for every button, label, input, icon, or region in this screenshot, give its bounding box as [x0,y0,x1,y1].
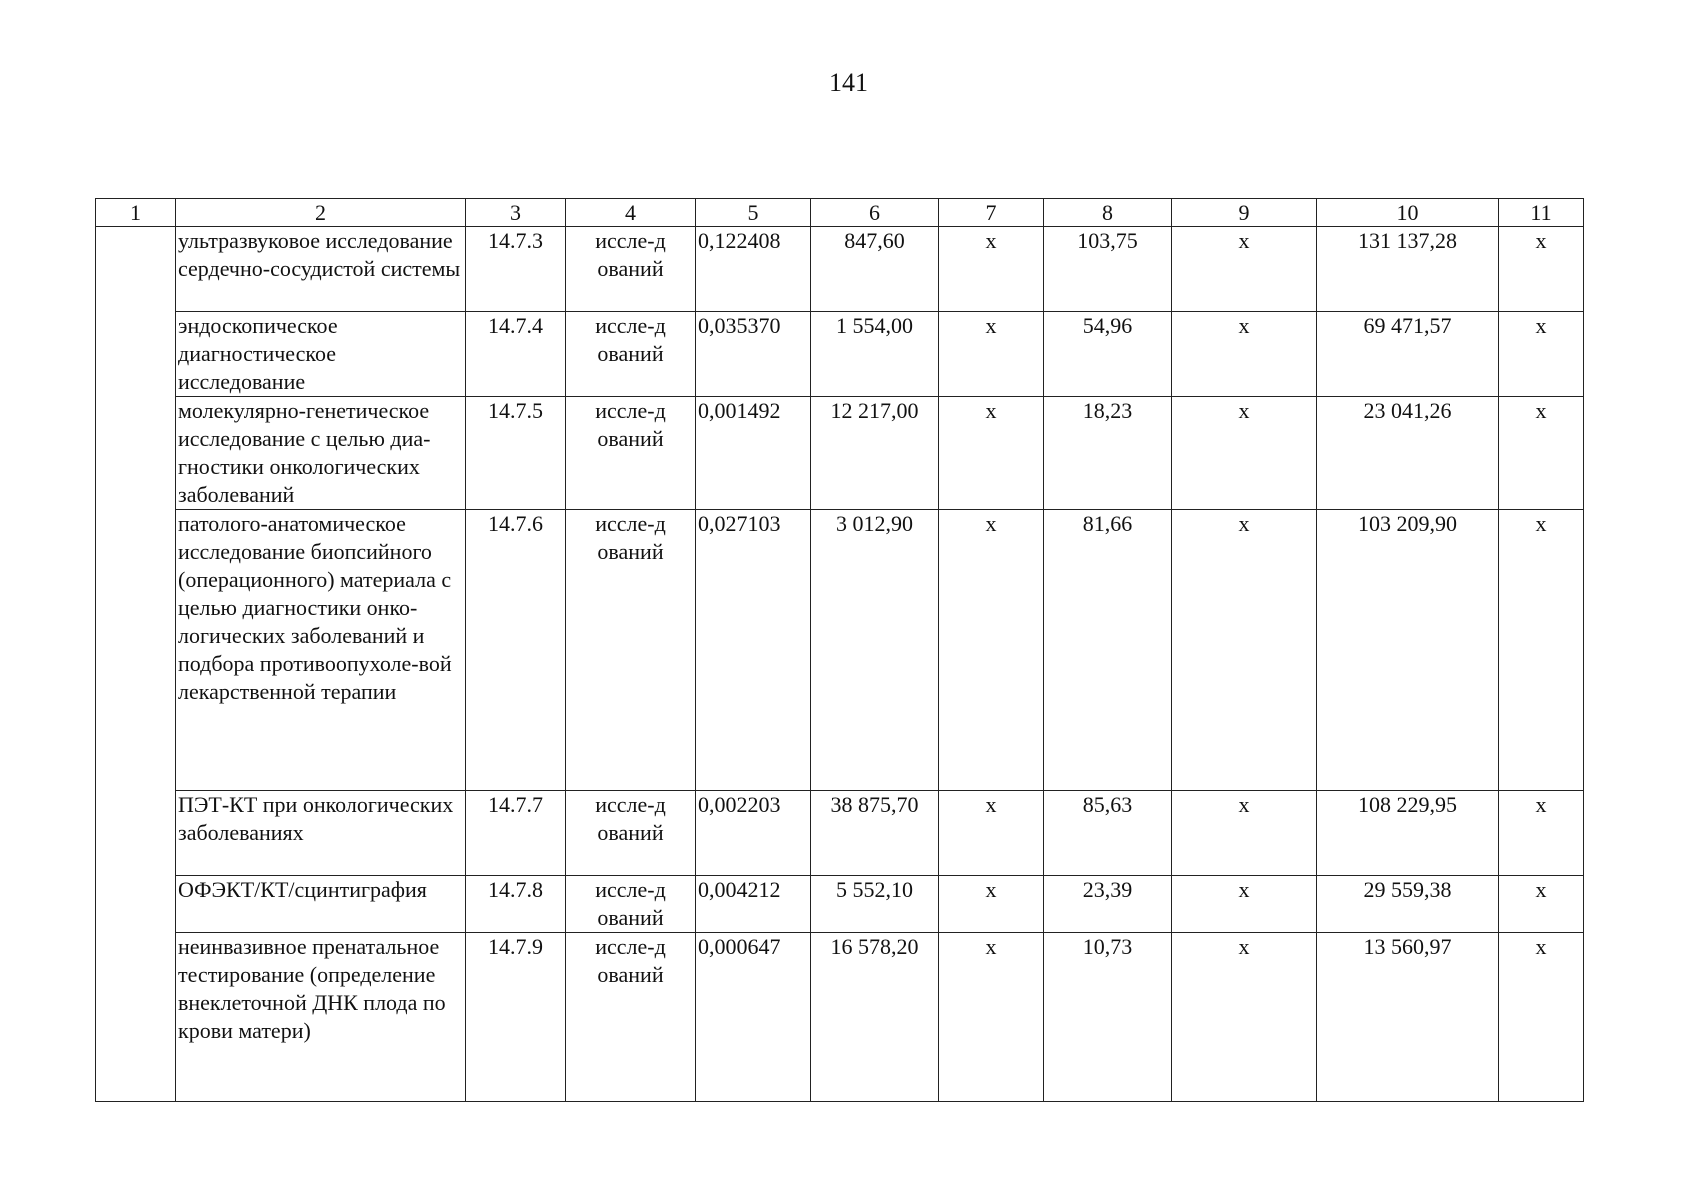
table-row [96,933,1584,1102]
service-name: ОФЭКТ/КТ/сцинтиграфия [176,876,466,933]
norm-cell: 0,035370 [696,312,811,397]
norm-cell: 0,001492 [696,397,811,510]
col8-cell: 23,39 [1044,876,1172,933]
column-header: 9 [1172,199,1317,227]
service-code: 14.7.3 [466,227,566,312]
unit-label: иссле-дований [595,313,666,366]
col11-cell: х [1499,510,1584,791]
col10-cell: 131 137,28 [1317,227,1499,312]
service-code: 14.7.7 [466,791,566,876]
unit-cell [566,791,696,876]
column-header: 4 [566,199,696,227]
unit-cell [566,227,696,312]
service-code: 14.7.8 [466,876,566,933]
cost-cell: 16 578,20 [811,933,939,1102]
cost-cell: 5 552,10 [811,876,939,933]
service-code: 14.7.9 [466,933,566,1102]
service-name: ультразвуковое исследование сердечно-сосудистой системы [176,227,466,312]
table-row [96,227,1584,312]
cost-cell: 12 217,00 [811,397,939,510]
service-code: 14.7.4 [466,312,566,397]
col11-cell: х [1499,876,1584,933]
col10-cell: 103 209,90 [1317,510,1499,791]
table-row [96,510,1584,791]
col9-cell: х [1172,791,1317,876]
column-header: 5 [696,199,811,227]
col9-cell: х [1172,876,1317,933]
col7-cell: х [939,933,1044,1102]
norm-cell: 0,000647 [696,933,811,1102]
norm-cell: 0,004212 [696,876,811,933]
data-table [95,198,1584,1102]
service-name: патолого-анатомическое исследование биопсийного (операционного) материала с целью диагностики онко-логических заболеваний и подбора противоопухоле-вой лекарственной терапии [176,510,466,791]
service-name: молекулярно-генетическое исследование с целью диа-гностики онкологических заболеваний [176,397,466,510]
unit-cell [566,876,696,933]
service-name: ПЭТ-КТ при онкологических заболеваниях [176,791,466,876]
table-row [96,397,1584,510]
col7-cell: х [939,510,1044,791]
col10-cell: 29 559,38 [1317,876,1499,933]
col11-cell: х [1499,227,1584,312]
table-row [96,876,1584,933]
col7-cell: х [939,227,1044,312]
col7-cell: х [939,791,1044,876]
unit-label: иссле-дований [595,934,666,987]
group-cell [96,227,176,1102]
unit-cell [566,510,696,791]
unit-label: иссле-дований [595,511,666,564]
cost-cell: 847,60 [811,227,939,312]
col10-cell: 23 041,26 [1317,397,1499,510]
unit-cell [566,312,696,397]
norm-cell: 0,122408 [696,227,811,312]
col7-cell: х [939,876,1044,933]
col8-cell: 10,73 [1044,933,1172,1102]
service-name: неинвазивное пренатальное тестирование (определение внеклеточной ДНК плода по крови матери) [176,933,466,1102]
service-code: 14.7.6 [466,510,566,791]
col9-cell: х [1172,397,1317,510]
unit-cell [566,933,696,1102]
column-header: 10 [1317,199,1499,227]
column-header: 1 [96,199,176,227]
cost-cell: 3 012,90 [811,510,939,791]
col11-cell: х [1499,791,1584,876]
col11-cell: х [1499,397,1584,510]
col8-cell: 81,66 [1044,510,1172,791]
col10-cell: 13 560,97 [1317,933,1499,1102]
column-header: 8 [1044,199,1172,227]
col9-cell: х [1172,227,1317,312]
page-number: 141 [829,68,868,97]
col8-cell: 18,23 [1044,397,1172,510]
column-header: 2 [176,199,466,227]
column-header: 11 [1499,199,1584,227]
norm-cell: 0,027103 [696,510,811,791]
service-code: 14.7.5 [466,397,566,510]
col10-cell: 69 471,57 [1317,312,1499,397]
service-name: эндоскопическое диагностическое исследование [176,312,466,397]
column-header: 6 [811,199,939,227]
col7-cell: х [939,397,1044,510]
col11-cell: х [1499,933,1584,1102]
col9-cell: х [1172,312,1317,397]
col9-cell: х [1172,933,1317,1102]
unit-label: иссле-дований [595,228,666,281]
col11-cell: х [1499,312,1584,397]
col10-cell: 108 229,95 [1317,791,1499,876]
header-row [96,199,1584,227]
col8-cell: 54,96 [1044,312,1172,397]
table-row [96,312,1584,397]
column-header: 3 [466,199,566,227]
column-header: 7 [939,199,1044,227]
cost-cell: 1 554,00 [811,312,939,397]
unit-cell [566,397,696,510]
table-row [96,791,1584,876]
col8-cell: 103,75 [1044,227,1172,312]
col8-cell: 85,63 [1044,791,1172,876]
cost-cell: 38 875,70 [811,791,939,876]
norm-cell: 0,002203 [696,791,811,876]
unit-label: иссле-дований [595,398,666,451]
unit-label: иссле-дований [595,877,666,930]
col9-cell: х [1172,510,1317,791]
unit-label: иссле-дований [595,792,666,845]
col7-cell: х [939,312,1044,397]
